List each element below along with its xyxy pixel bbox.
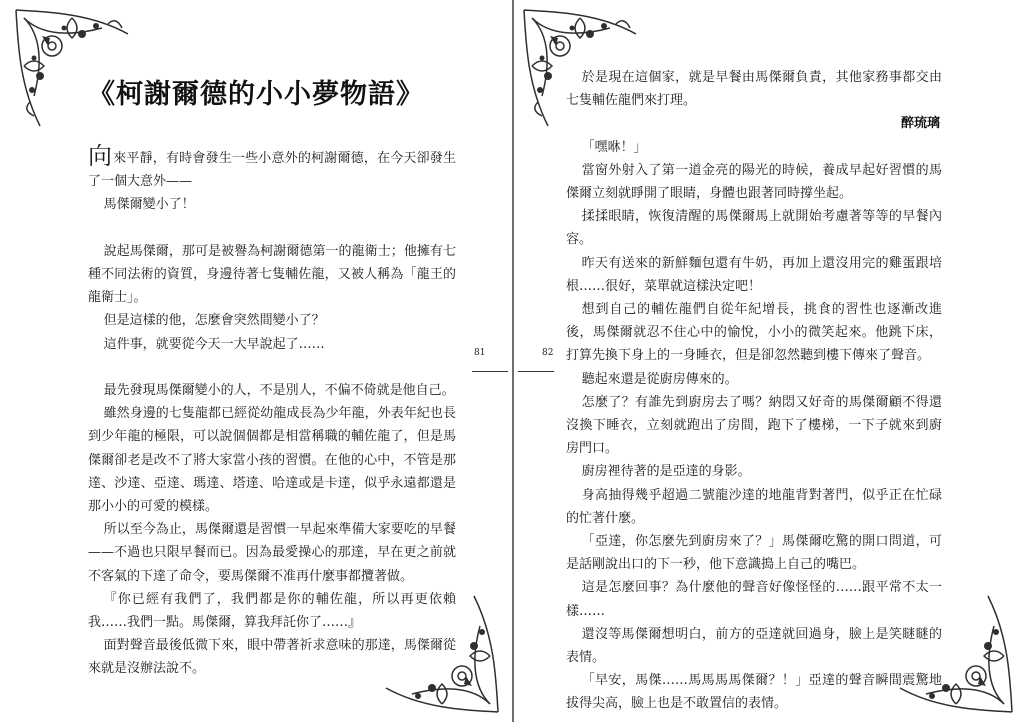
paragraph bbox=[566, 460, 942, 483]
paragraph-text: 聽起來還是從廚房傳來的。 bbox=[581, 371, 738, 387]
paragraph bbox=[566, 252, 942, 298]
paragraph-text: 「嘿咻！」 bbox=[581, 139, 647, 155]
paragraph-text: 最先發現馬傑爾變小的人，不是別人，不偏不倚就是他自己。 bbox=[103, 383, 455, 398]
blank-line bbox=[88, 217, 456, 240]
paragraph-text: 『你已經有我們了，我們都是你的輔佐龍，所以再更依賴我……我們一點。馬傑爾，算我拜託你了……』 bbox=[88, 591, 456, 631]
paragraph bbox=[566, 368, 942, 391]
paragraph-text: 面對聲音最後低微下來，眼中帶著祈求意味的那達，馬傑爾從來就是沒辦法說不。 bbox=[88, 638, 456, 677]
paragraph-text: 於是現在這個家，就是早餐由馬傑爾負責，其他家務事都交由七隻輔佐龍們來打理。 bbox=[566, 70, 942, 109]
paragraph-text: 來平靜，有時會發生一些小意外的柯謝爾德，在今天卻發生了一個大意外—— bbox=[88, 151, 456, 190]
paragraph bbox=[88, 634, 456, 680]
paragraph bbox=[566, 205, 942, 251]
paragraph bbox=[566, 484, 942, 530]
story-title: 《柯謝爾德的小小夢物語》 bbox=[88, 79, 424, 110]
paragraph bbox=[566, 576, 942, 622]
paragraph bbox=[566, 623, 942, 669]
paragraph bbox=[88, 379, 456, 402]
paragraph bbox=[88, 193, 456, 216]
paragraph-text: 揉揉眼睛，恢復清醒的馬傑爾馬上就開始考慮著等等的早餐內容。 bbox=[566, 209, 942, 248]
paragraph-text: 昨天有送來的新鮮麵包還有牛奶，再加上還沒用完的雞蛋跟培根……很好，菜單就這樣決定吧！ bbox=[566, 255, 942, 294]
paragraph bbox=[88, 240, 456, 310]
paragraph bbox=[88, 309, 456, 332]
paragraph-text: 想到自己的輔佐龍們自從年紀增長，挑食的習性也逐漸改進後，馬傑爾就忍不住心中的愉悅，小小的微笑起來。他跳下床，打算先換下身上的一身睡衣，但是卻忽然聽到樓下傳來了聲音。 bbox=[566, 302, 942, 364]
paragraph-text: 「亞達，你怎麼先到廚房來了？」馬傑爾吃驚的開口問道，可是話剛說出口的下一秒，他下意識搗上自己的嘴巴。 bbox=[566, 534, 942, 573]
paragraph bbox=[88, 588, 456, 634]
paragraph bbox=[566, 136, 942, 159]
page-number-right: 82 bbox=[542, 348, 554, 358]
paragraph bbox=[566, 298, 942, 368]
paragraph bbox=[88, 518, 456, 588]
paragraph-text: 身高抽得幾乎超過二號龍沙達的地龍背對著門，似乎正在忙碌的忙著什麼。 bbox=[566, 487, 942, 526]
blank-line bbox=[88, 356, 456, 379]
paragraph-text: 「早安，馬傑……馬馬馬馬傑爾？！」亞達的聲音瞬間震驚地拔得尖高，臉上也是不敢置信的表情。 bbox=[566, 673, 942, 712]
paragraph-text: 怎麼了？有誰先到廚房去了嗎？納悶又好奇的馬傑爾顧不得還沒換下睡衣，立刻就跑出了房間，跑下了樓梯，一下子就來到廚房門口。 bbox=[566, 394, 942, 457]
paragraph bbox=[566, 391, 942, 461]
paragraph-text: 廚房裡待著的是亞達的身影。 bbox=[581, 464, 751, 480]
paragraph-text: 還沒等馬傑爾想明白，前方的亞達就回過身，臉上是笑瞇瞇的表情。 bbox=[566, 626, 942, 666]
drop-cap: 向 bbox=[88, 142, 113, 170]
right-page-body bbox=[566, 66, 942, 716]
paragraph-text: 但是這樣的他，怎麼會突然間變小了？ bbox=[103, 313, 325, 329]
paragraph-text: 當窗外射入了第一道金亮的陽光的時候，養成早起好習慣的馬傑爾立刻就睜開了眼睛，身體也跟著同時撐坐起。 bbox=[566, 162, 942, 201]
paragraph-text: 說起馬傑爾，那可是被譽為柯謝爾德第一的龍衛士；他擁有七種不同法術的資質，身邊待著七隻輔佐龍，又被人稱為「龍王的龍衛士」。 bbox=[88, 243, 456, 306]
paragraph-text: 雖然身邊的七隻龍都已經從幼龍成長為少年龍，外表年紀也長到少年龍的極限，可以說個個都是相當稱職的輔佐龍了，但是馬傑爾卻老是改不了將大家當小孩的習慣。在他的心中，不管是那達、沙達、亞達、瑪達、塔達、哈達或是卡達，似乎永遠都還是那小小的可愛的模樣。 bbox=[88, 406, 456, 515]
page-number-left: 81 bbox=[474, 348, 486, 358]
corner-ornament-top-left bbox=[12, 6, 132, 130]
paragraph bbox=[88, 333, 456, 356]
paragraph bbox=[566, 66, 942, 112]
paragraph bbox=[566, 530, 942, 576]
paragraph bbox=[88, 402, 456, 518]
paragraph-text: 這件事，就要從今天一大早說起了…… bbox=[103, 336, 325, 352]
paragraph-text: 這是怎麼回事？為什麼他的聲音好像怪怪的……跟平常不太一樣…… bbox=[566, 580, 942, 619]
paragraph-text: 所以至今為止，馬傑爾還是習慣一早起來準備大家要吃的早餐——不過也只限早餐而已。因為最愛操心的那達，早在更之前就不客氣的下達了命令，要馬傑爾不准再什麼事都攬著做。 bbox=[88, 522, 456, 584]
author-name: 醉琉璃 bbox=[900, 116, 940, 131]
paragraph bbox=[566, 159, 942, 205]
paragraph bbox=[88, 142, 456, 193]
page-number-rule bbox=[518, 371, 554, 372]
paragraph bbox=[566, 669, 942, 715]
paragraph-text: 馬傑爾變小了！ bbox=[103, 197, 195, 213]
blank-line bbox=[566, 112, 942, 135]
left-page-body bbox=[88, 142, 456, 681]
page-number-rule bbox=[472, 371, 508, 372]
